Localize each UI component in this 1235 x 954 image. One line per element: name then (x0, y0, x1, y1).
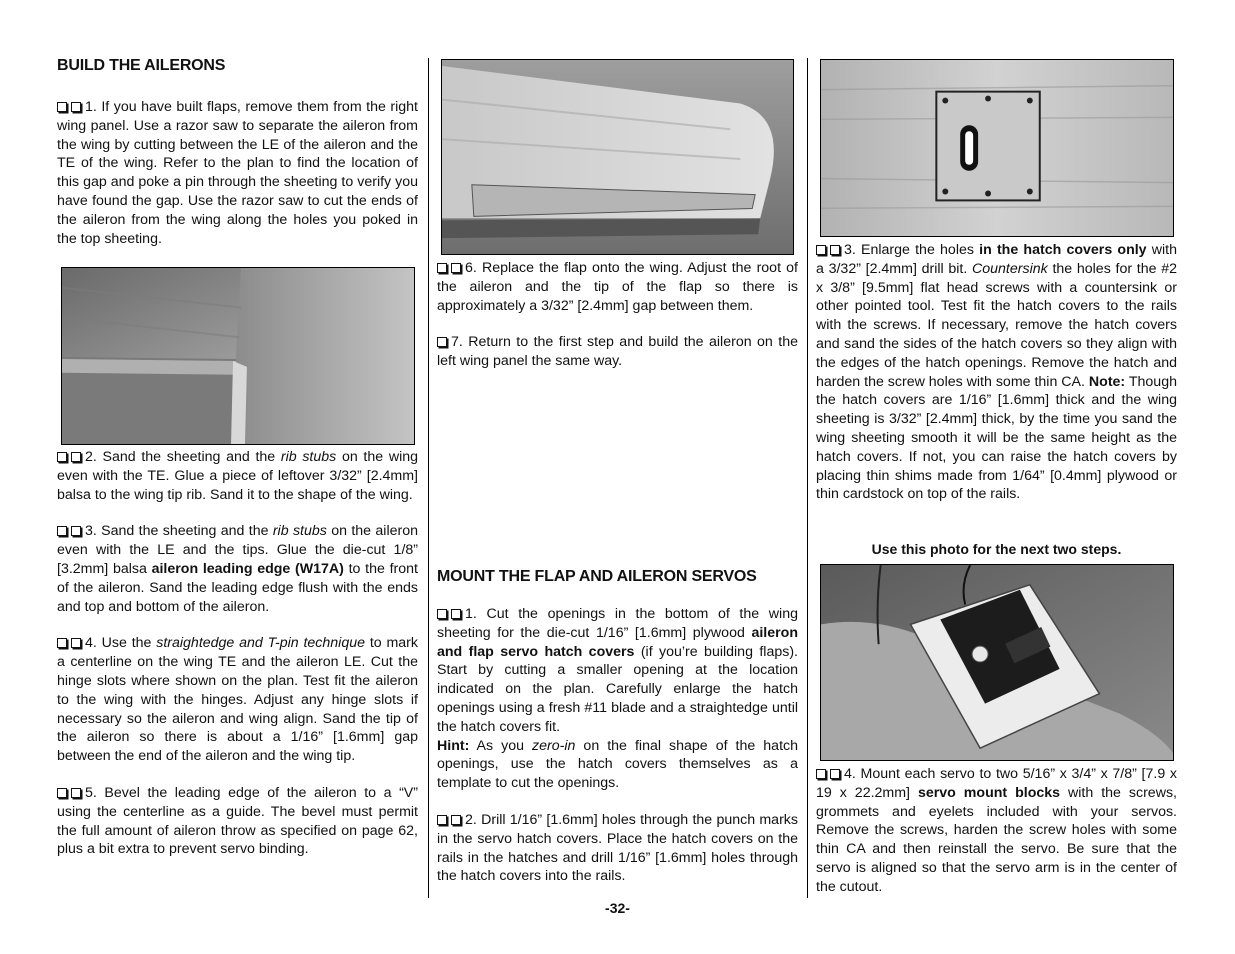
checkbox-icon[interactable] (57, 638, 67, 648)
photo-caption: Use this photo for the next two steps. (871, 541, 1122, 557)
checkbox-icon[interactable] (437, 337, 447, 347)
servo-hint: Hint: As you zero-in on the final shape of the hatch openings, use the hatch covers themselves as a template to cut the openings. (437, 737, 798, 792)
servo-step-1: 1. Cut the openings in the bottom of the wing sheeting for the die-cut 1/16” [1.6mm] plywood aileron and flap servo hatch covers (if you’re building flaps). Start by cutting a smaller opening at the location indicated on the plan. Carefully enlarge the hatch openings using a fresh #11 blade and a straightedge until the hatch covers fit. (437, 605, 798, 735)
column-1 (57, 52, 418, 248)
column-1-lower (57, 448, 418, 859)
checkbox-icon[interactable] (71, 102, 81, 112)
section-heading-mount-servos: MOUNT THE FLAP AND AILERON SERVOS (437, 567, 757, 585)
photo-servo-mount (820, 564, 1174, 761)
photo-wing-tip-sheeting (61, 267, 415, 445)
checkbox-icon[interactable] (57, 102, 67, 112)
column-3-text (816, 241, 1177, 504)
aileron-step-5: 5. Bevel the leading edge of the aileron to a “V” using the centerline as a guide. The bevel must permit the full amount of aileron throw as specified on page 62, plus a bit extra to prevent servo binding. (57, 784, 418, 858)
section-heading-build-ailerons: BUILD THE AILERONS (57, 57, 226, 74)
checkbox-icon[interactable] (71, 788, 81, 798)
checkbox-icon[interactable] (451, 609, 461, 619)
aileron-step-7: 7. Return to the first step and build the aileron on the left wing panel the same way. (437, 334, 798, 370)
servo-step-3: 3. Enlarge the holes in the hatch covers only with a 3/32” [2.4mm] drill bit. Countersink the holes for the #2 x 3/8” [9.5mm] flat head screws with a countersink or other pointed tool. Test fit the hatch covers to the rails with the screws. If necessary, remove the hatch covers and sand the sides of the hatch covers so they align with the edges of the hatch openings. Remove the hatch and harden the screw holes with some thin CA. Note: Though the hatch covers are 1/16” [1.6mm] thick and the wing sheeting is 3/32” [2.4mm] thick, by the time you sand the wing sheeting smooth it will be the same height as the hatch covers. If not, you can raise the hatch covers by placing thin shims made from 1/64” [0.4mm] plywood or thin cardstock on top of the rails. (816, 242, 1178, 503)
aileron-step-6: 6. Replace the flap onto the wing. Adjust the root of the aileron and the tip of the flap so there is approximately a 3/32” [2.4mm] gap between them. (437, 260, 798, 314)
photo-aileron-flap-gap (441, 59, 794, 255)
photo-hatch-cover (820, 59, 1174, 237)
column-divider-right (807, 58, 808, 898)
aileron-step-3: 3. Sand the sheeting and the rib stubs on the aileron even with the LE and the tips. Glue the die-cut 1/8” [3.2mm] balsa aileron leading edge (W17A) to the front of the aileron. Sand the leading edge flush with the ends and top and bottom of the aileron. (57, 523, 419, 615)
servo-step-2: 2. Drill 1/16” [1.6mm] holes through the punch marks in the servo hatch covers. Place the hatch covers on the rails in the hatches and drill 1/16” [1.6mm] holes through the hatch covers into the rails. (437, 811, 798, 885)
hatch-cover-photo-image (821, 60, 1173, 236)
column-divider-left (428, 58, 429, 898)
servo-step-4: 4. Mount each servo to two 5/16” x 3/4” x 7/8” [7.9 x 19 x 22.2mm] servo mount blocks with the screws, grommets and eyelets included with your servos. Remove the screws, harden the screw holes with some thin CA and then reinstall the servo. Be sure that the servo is aligned so that the servo arm is in the center of the cutout. (816, 766, 1177, 895)
checkbox-icon[interactable] (451, 263, 461, 273)
column-3-lower (816, 765, 1177, 897)
checkbox-icon[interactable] (57, 788, 67, 798)
checkbox-icon[interactable] (57, 452, 67, 462)
checkbox-icon[interactable] (71, 452, 81, 462)
aileron-flap-photo-image (442, 60, 793, 254)
checkbox-icon[interactable] (830, 245, 840, 255)
checkbox-icon[interactable] (816, 245, 826, 255)
page-number: -32- (605, 900, 630, 916)
checkbox-icon[interactable] (71, 638, 81, 648)
wing-tip-photo-image (62, 268, 414, 444)
column-2-text (437, 259, 798, 886)
checkbox-icon[interactable] (437, 815, 447, 825)
servo-mount-photo-image (821, 565, 1173, 760)
checkbox-icon[interactable] (830, 769, 840, 779)
aileron-step-4: 4. Use the straightedge and T-pin technique to mark a centerline on the wing TE and the aileron LE. Cut the hinge slots where shown on the plan. Test fit the aileron to the wing with the hinges. Adjust any hinge slots if necessary so the aileron and wing align. Sand the tip of the aileron so there is about a 1/16” [1.6mm] gap between the end of the aileron and the wing tip. (57, 635, 418, 765)
checkbox-icon[interactable] (437, 263, 447, 273)
checkbox-icon[interactable] (437, 609, 447, 619)
checkbox-icon[interactable] (816, 769, 826, 779)
checkbox-icon[interactable] (71, 526, 81, 536)
checkbox-icon[interactable] (57, 526, 67, 536)
aileron-step-1: 1. If you have built flaps, remove them from the right wing panel. Use a razor saw to separate the aileron from the wing by cutting between the LE of the aileron and the TE of the wing. Refer to the plan to find the location of this gap and poke a pin through the sheeting to verify you have found the gap. Use the razor saw to cut the ends of the aileron from the wing along the holes you poked in the top sheeting. (57, 99, 418, 247)
checkbox-icon[interactable] (451, 815, 461, 825)
aileron-step-2: 2. Sand the sheeting and the rib stubs on the wing even with the TE. Glue a piece of leftover 3/32” [2.4mm] balsa to the wing tip rib. Sand it to the shape of the wing. (57, 449, 419, 503)
